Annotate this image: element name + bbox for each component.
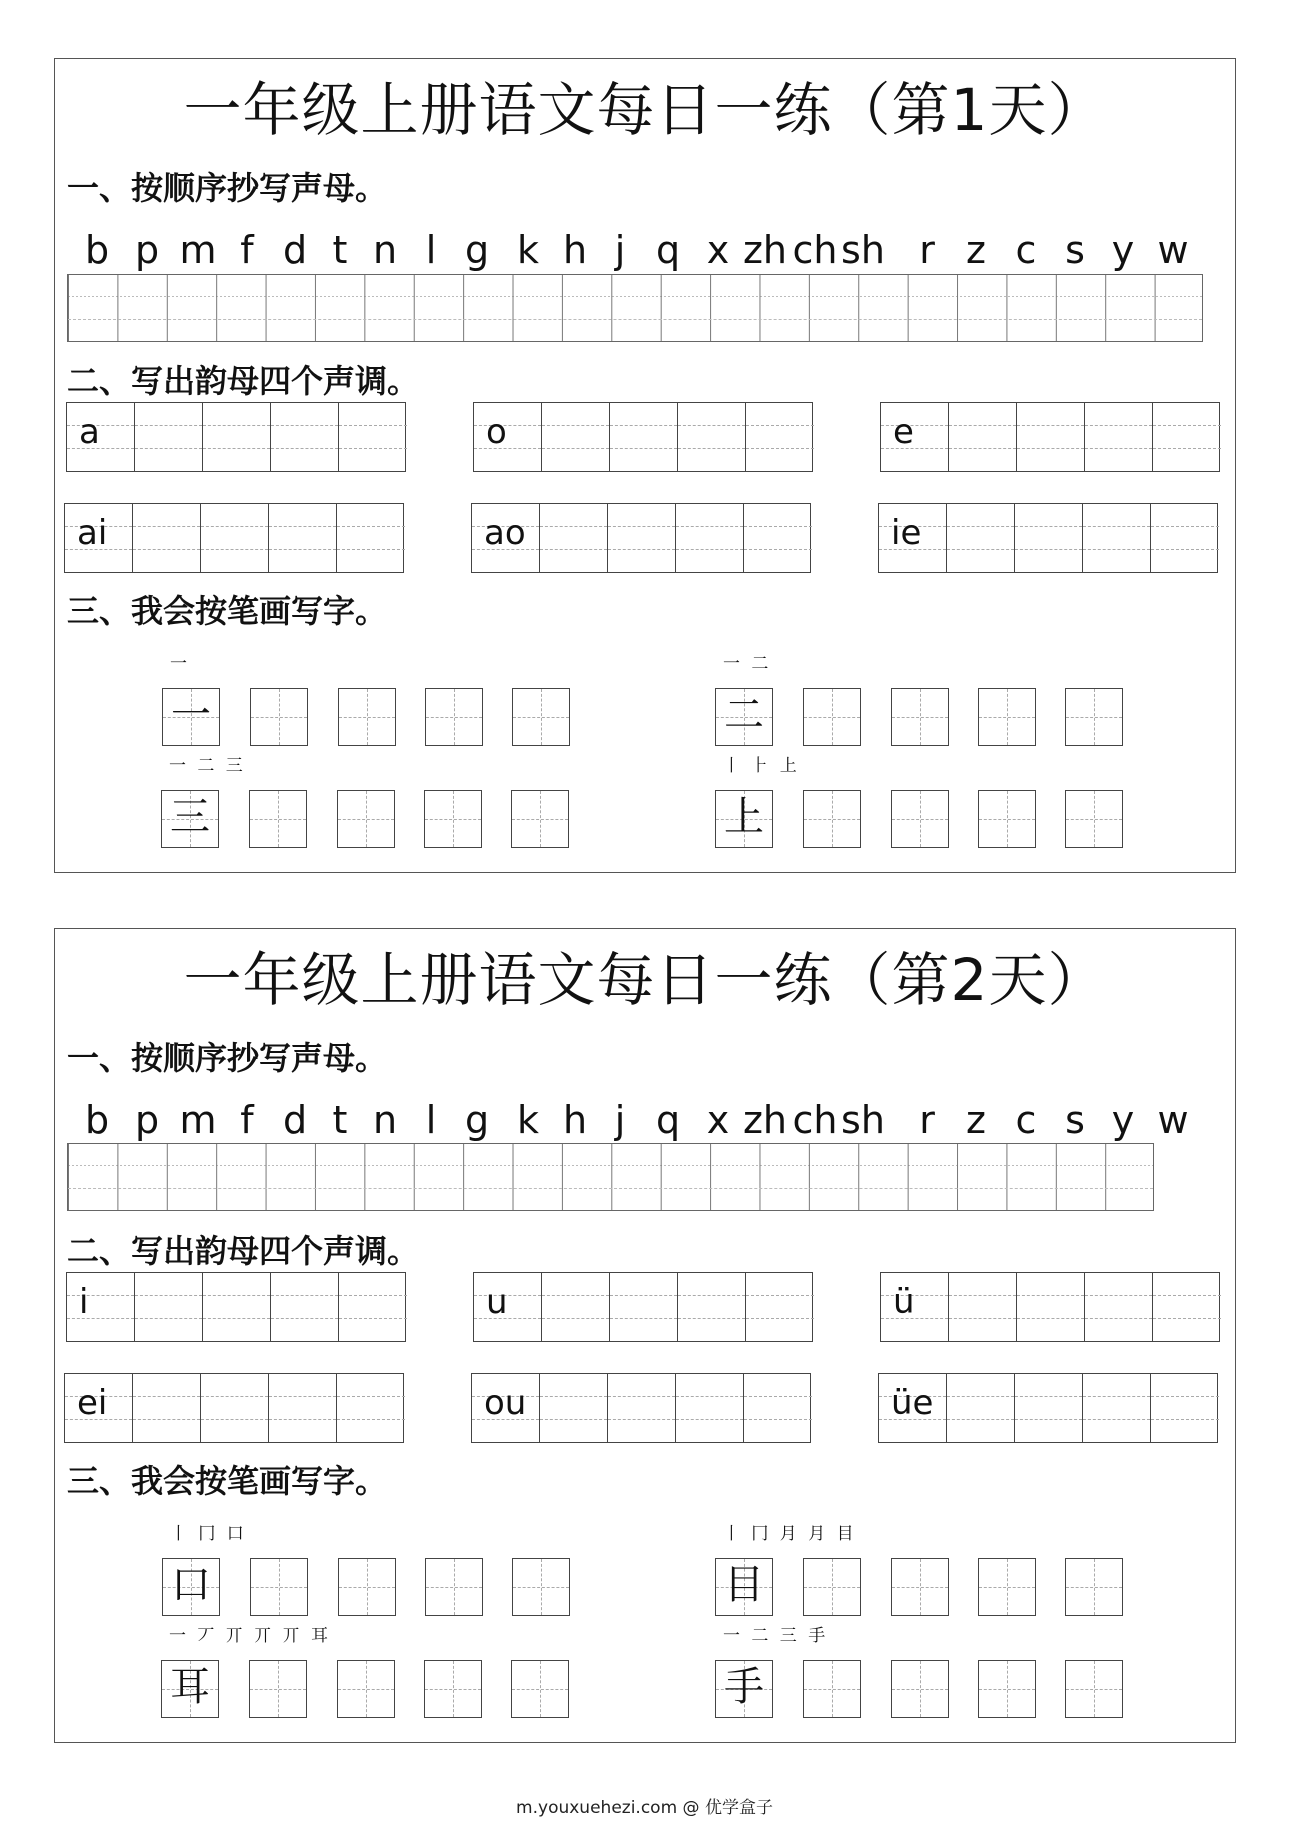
final-group[interactable] (471, 503, 811, 573)
tian-box[interactable] (978, 790, 1036, 848)
char-practice (715, 1526, 1125, 1636)
final-group[interactable] (64, 1373, 404, 1443)
shengmu-letter: h (562, 1098, 588, 1142)
model-char: 口 (171, 1562, 211, 1608)
shengmu-letter: h (562, 228, 588, 272)
final-label: i (79, 1282, 89, 1322)
shengmu-letter: f (240, 1098, 254, 1142)
tian-box[interactable] (1065, 1558, 1123, 1616)
stroke-order: 一 二 (723, 654, 772, 674)
tian-box[interactable] (715, 1660, 773, 1718)
shengmu-letter: y (1111, 1098, 1135, 1142)
tian-box[interactable] (715, 1558, 773, 1616)
shengmu-letter: m (179, 1098, 217, 1142)
shengmu-letter: s (1065, 1098, 1085, 1142)
shengmu-letter: n (372, 1098, 398, 1142)
section-2-heading: 二、写出韵母四个声调。 (67, 362, 420, 400)
model-char: 手 (724, 1664, 764, 1710)
tian-box[interactable] (512, 688, 570, 746)
tian-box[interactable] (337, 790, 395, 848)
day-title: 一年级上册语文每日一练（第1天） (183, 76, 1107, 144)
char-practice (161, 1628, 571, 1738)
stroke-order: 丨 ⺊ 上 (723, 756, 800, 776)
tian-box[interactable] (338, 688, 396, 746)
tian-box[interactable] (1065, 688, 1123, 746)
tian-box[interactable] (424, 790, 482, 848)
stroke-order: 丨 冂 口 (170, 1524, 247, 1544)
shengmu-letter: c (1015, 228, 1037, 272)
final-group[interactable] (64, 503, 404, 573)
tian-box[interactable] (978, 1660, 1036, 1718)
char-practice (162, 1526, 572, 1636)
section-3-heading: 三、我会按笔画写字。 (67, 1462, 388, 1500)
shengmu-letter: j (614, 228, 626, 272)
stroke-order: 丨 冂 月 月 目 (723, 1524, 857, 1544)
section-1-heading: 一、按顺序抄写声母。 (67, 1039, 388, 1077)
shengmu-letter: p (134, 228, 160, 272)
final-label: üe (891, 1383, 934, 1423)
final-group[interactable] (880, 1272, 1220, 1342)
final-group[interactable] (66, 402, 406, 472)
tian-box[interactable] (803, 790, 861, 848)
model-char: 耳 (170, 1664, 210, 1710)
tian-box[interactable] (891, 1660, 949, 1718)
stroke-order: 一 丆 丌 丌 丌 耳 (169, 1626, 332, 1646)
model-char: 三 (170, 794, 210, 840)
day-2-card (54, 928, 1236, 1743)
final-label: ai (77, 513, 108, 553)
tian-box[interactable] (162, 688, 220, 746)
tian-box[interactable] (511, 790, 569, 848)
tian-box[interactable] (803, 1660, 861, 1718)
shengmu-letter: s (1065, 228, 1085, 272)
final-label: a (79, 412, 100, 452)
shengmu-letter: k (516, 228, 540, 272)
shengmu-letter: zh (742, 1098, 788, 1142)
char-practice (162, 656, 572, 766)
tian-box[interactable] (249, 790, 307, 848)
shengmu-letter: y (1111, 228, 1135, 272)
tian-box[interactable] (337, 1660, 395, 1718)
shengmu-letter: d (282, 228, 308, 272)
final-group[interactable] (471, 1373, 811, 1443)
tian-box[interactable] (425, 1558, 483, 1616)
tian-box[interactable] (338, 1558, 396, 1616)
tian-box[interactable] (803, 688, 861, 746)
copy-grid[interactable] (67, 1143, 1154, 1211)
shengmu-row (55, 228, 1235, 275)
shengmu-row (55, 1098, 1235, 1145)
final-label: ü (893, 1282, 915, 1322)
final-group[interactable] (473, 1272, 813, 1342)
tian-box[interactable] (1065, 1660, 1123, 1718)
shengmu-letter: f (240, 228, 254, 272)
model-char: 上 (724, 794, 764, 840)
shengmu-letter: n (372, 228, 398, 272)
shengmu-letter: b (84, 1098, 110, 1142)
shengmu-letter: r (919, 228, 935, 272)
shengmu-letter: p (134, 1098, 160, 1142)
section-3-heading: 三、我会按笔画写字。 (67, 592, 388, 630)
shengmu-letter: t (332, 1098, 348, 1142)
tian-box[interactable] (162, 1558, 220, 1616)
tian-box[interactable] (511, 1660, 569, 1718)
shengmu-letter: w (1157, 1098, 1189, 1142)
shengmu-letter: g (464, 228, 490, 272)
final-label: ao (484, 513, 526, 553)
shengmu-letter: q (655, 1098, 681, 1142)
tian-box[interactable] (512, 1558, 570, 1616)
tian-box[interactable] (250, 1558, 308, 1616)
shengmu-letter: x (706, 1098, 730, 1142)
shengmu-letter: sh (841, 228, 885, 272)
shengmu-letter: g (464, 1098, 490, 1142)
tian-box[interactable] (161, 1660, 219, 1718)
shengmu-letter: r (919, 1098, 935, 1142)
model-char: 一 (171, 692, 211, 738)
tian-box[interactable] (978, 688, 1036, 746)
shengmu-letter: d (282, 1098, 308, 1142)
shengmu-letter: k (516, 1098, 540, 1142)
shengmu-letter: l (425, 1098, 437, 1142)
final-label: e (893, 412, 914, 452)
shengmu-letter: l (425, 228, 437, 272)
shengmu-letter: x (706, 228, 730, 272)
shengmu-letter: ch (792, 228, 838, 272)
shengmu-letter: z (966, 1098, 986, 1142)
footer-watermark: m.youxuehezi.com @ 优学盒子 (516, 1798, 773, 1818)
tian-box[interactable] (891, 790, 949, 848)
char-practice (715, 656, 1125, 766)
shengmu-letter: z (966, 228, 986, 272)
stroke-order: 一 二 三 手 (723, 1626, 829, 1646)
final-label: u (486, 1282, 508, 1322)
shengmu-letter: j (614, 1098, 626, 1142)
final-group[interactable] (878, 503, 1218, 573)
shengmu-letter: t (332, 228, 348, 272)
final-label: ei (77, 1383, 108, 1423)
tian-box[interactable] (1065, 790, 1123, 848)
tian-box[interactable] (424, 1660, 482, 1718)
shengmu-letter: zh (742, 228, 788, 272)
final-group[interactable] (473, 402, 813, 472)
shengmu-letter: q (655, 228, 681, 272)
tian-box[interactable] (978, 1558, 1036, 1616)
tian-box[interactable] (803, 1558, 861, 1616)
day-1-card (54, 58, 1236, 873)
tian-box[interactable] (715, 790, 773, 848)
shengmu-letter: w (1157, 228, 1189, 272)
shengmu-letter: sh (841, 1098, 885, 1142)
tian-box[interactable] (250, 688, 308, 746)
final-label: o (486, 412, 507, 452)
char-practice (715, 758, 1125, 868)
shengmu-letter: b (84, 228, 110, 272)
model-char: 目 (724, 1562, 764, 1608)
shengmu-letter: ch (792, 1098, 838, 1142)
final-group[interactable] (66, 1272, 406, 1342)
section-1-heading: 一、按顺序抄写声母。 (67, 169, 388, 207)
char-practice (161, 758, 571, 868)
shengmu-letter: c (1015, 1098, 1037, 1142)
final-label: ie (891, 513, 922, 553)
shengmu-letter: m (179, 228, 217, 272)
copy-grid[interactable] (67, 274, 1203, 342)
stroke-order: 一 二 三 (169, 756, 246, 776)
tian-box[interactable] (891, 688, 949, 746)
model-char: 二 (724, 692, 764, 738)
section-2-heading: 二、写出韵母四个声调。 (67, 1232, 420, 1270)
tian-box[interactable] (249, 1660, 307, 1718)
char-practice (715, 1628, 1125, 1738)
final-group[interactable] (880, 402, 1220, 472)
tian-box[interactable] (715, 688, 773, 746)
tian-box[interactable] (425, 688, 483, 746)
tian-box[interactable] (891, 1558, 949, 1616)
tian-box[interactable] (161, 790, 219, 848)
stroke-order: 一 (170, 654, 190, 674)
final-label: ou (484, 1383, 527, 1423)
day-title: 一年级上册语文每日一练（第2天） (183, 946, 1107, 1014)
final-group[interactable] (878, 1373, 1218, 1443)
